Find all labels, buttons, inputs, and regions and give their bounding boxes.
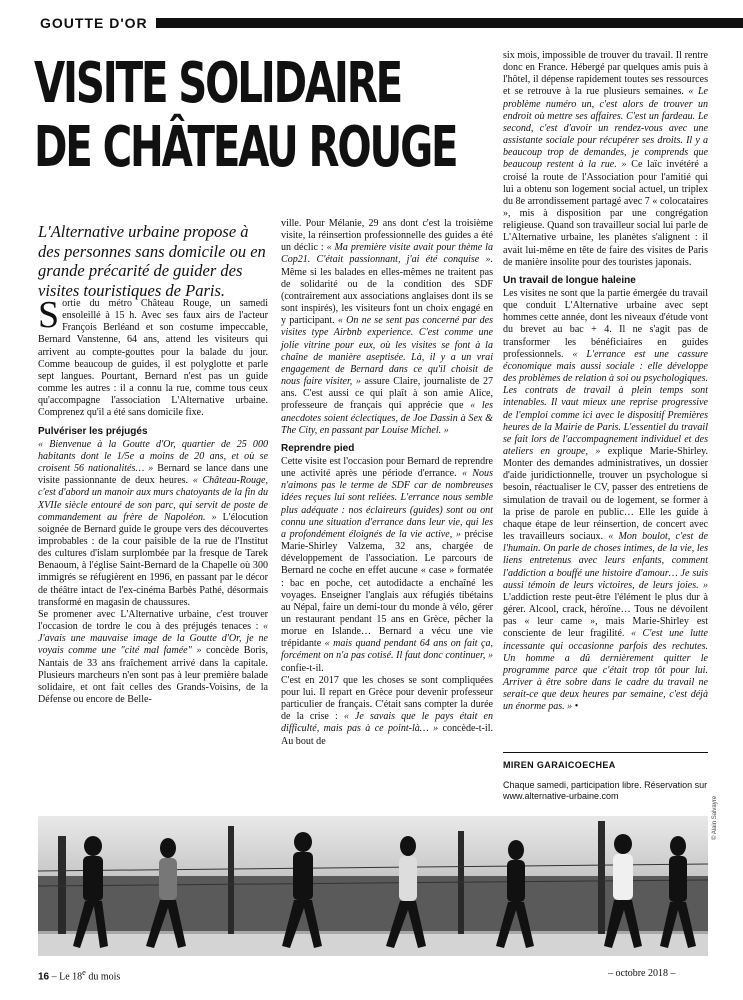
paragraph: « Bienvenue à la Goutte d'Or, quartier de 25 000 habitants dont le 1/5e a moins de 20 ans, et où se croisent 56 nationalités… » Bernard se lance dans une visite passionnante de deux heures. « Château-Rouge, c'est d'abord un manoir aux murs chatoyants de la fin du XVIIe siècle entouré de son parc, qui servit de poste de commandement au frère de Napoléon. » L'élocution soignée de Bernard guide le groupe vers des découvertes improbables : de la cour paisible de la rue de l'Institut des cultures d'islam surplombée par la fresque de Tarek Benaoum, à l'église Saint-Bernard de la Chapelle où 300 immigrés se réfugièrent en 1996, en passant par le décor de théâtre intact de l'ex-cinéma Barbès Pathé, désormais transformé en magasin de chaussures.: [38, 438, 269, 608]
headline-line-1: VISITE SOLIDAIRE: [34, 51, 402, 116]
page-footer-left: 16 – Le 18e du mois: [38, 968, 121, 983]
section-header: [0, 12, 743, 34]
column-1: [38, 294, 269, 706]
practical-info: Chaque samedi, participation libre. Réservation sur www.alternative-urbaine.com: [503, 780, 708, 801]
subheading-longue-haleine: Un travail de longue haleine: [503, 274, 636, 286]
column-3: [503, 50, 708, 713]
paragraph: Cette visite est l'occasion pour Bernard de reprendre une activité après une période d'errance. « Nous n'aimons pas le terme de SDF car de nombreuses idées reçues lui sont reliées. L'errance nous semble plus adéquate : nos éclaireurs (guides) sont ou ont connu une situation d'errance dans leur vie, qui les a profondément éloignés de la vie active, » précise Marie-Shirley Valzema, 32 ans, chargée de développement de l'association. Le parcours de Bernard ne coche en effet aucune « case » formatée : bac en poche, cet autodidacte a enchaîné les voyages. Enseigner l'anglais aux réfugiés tibétains au Népal, faire un demi-tour du monde à vélo, gérer un restaurant pendant 15 ans en Grèce, pêcher la morue en Islande… Bernard a vécu une vie trépidante « mais quand pendant 64 ans on fait ça, forcément on n'a pas cotisé. Il faut donc continuer, » confie-t-il.: [281, 455, 493, 674]
issue-date: – octobre 2018 –: [608, 968, 676, 979]
column-2: [281, 218, 493, 748]
paragraph: ville. Pour Mélanie, 29 ans dont c'est la troisième visite, la réinsertion professionnelle des guides a été un déclic : « Ma première visite avait pour thème la Cop21. C'était passionnant, j'ai été conquise ». Même si les balades en elles-mêmes ne traitent pas de solidarité ou de la condition des SDF (contrairement aux associations anglaises dont ils se sont inspirés), les visiteurs font un choix engagé en y participant. « On ne se sent pas concerné par des visites type Airbnb experience. C'est comme une jolie vitrine pour eux, où les visites se font à la chaîne de manière aseptisée. Là, il y a un vrai engagement de Bernard dans ce qu'il choisit de nous faire visiter, » assure Claire, journaliste de 27 ans. C'est aussi ce qui plaît à son amie Alice, professeure de français qui apprécie que « les anecdotes soient éclectiques, de Joe Dassin à Sex & The City, en passant par Louise Michel. »: [281, 218, 493, 436]
subheading-reprendre-pied: Reprendre pied: [281, 442, 355, 454]
intro-paragraph: Sortie du métro Château Rouge, un samedi ensoleillé à 15 h. Avec ses faux airs de l'acteur François Berléand et son costume impeccable, Bernard Vanstenne, 64 ans, attend les visiteurs qui arrivent au compte-gouttes pour la balade du jour. Comme beaucoup de guides, il est polyglotte et parle sept langues. Pourtant, Bernard n'est pas un guide comme les autres : il a connu la rue, comme tous ceux qu'accompagne l'association L'Alternative urbaine. Comprenez qu'il a été sans domicile fixe.: [38, 294, 268, 419]
paragraph: Se promener avec L'Alternative urbaine, c'est trouver l'occasion de tordre le cou à des préjugés tenaces : « J'avais une mauvaise image de la Goutte d'Or, je ne voyais comme une "cité mal famée" » concède Boris, Nantais de 33 ans fraîchement arrivé dans la capitale. Plusieurs marcheurs n'en sont pas à leur première balade solidaire, et ont fait celles des Grands-Voisins, de la Défense ou encore de Belle-: [38, 608, 268, 705]
page-number: 16: [38, 971, 50, 983]
drop-cap: S: [38, 294, 60, 336]
magazine-name: Le 18: [59, 971, 83, 983]
photo-walkers: [38, 816, 708, 956]
section-label: GOUTTE D'OR: [40, 12, 156, 34]
author-byline: MIREN GARAICOECHEA: [503, 760, 616, 770]
paragraph: Les visites ne sont que la partie émergée du travail que conduit L'Alternative urbaine avec sept hommes cette année, dont les niveaux d'étude vont du brevet au bac + 4. Il ne s'agit pas de transformer les bénéficiaires en guides professionnels. « L'errance est une cassure économique mais aussi sociale : elle développe des problèmes de relation à soi ou psychologiques. Les contrats de travail à plein temps sont intenables. Il vaut mieux une reprise progressive de l'emploi comme ici avec le dispositif Premières heures de la Mairie de Paris. L'essentiel du travail se fait lors de l'accompagnement individuel et des ateliers en groupe, » explique Marie-Shirley. Monter des demandes administratives, un dossier d'aide juridictionnelle, trouver un psychologue si besoin, réactualiser le CV, passer des entretiens de simulation de travail ou de logement, se former à la prise de parole en public… Elle les guide à chaque étape de leur réinsertion, de concert avec les travailleurs sociaux. « Mon boulot, c'est de l'humain. On parle de choses intimes, de la vie, les liens entretenus avec leurs enfants, comment l'addiction a bouffé une histoire d'amour… Je suis aussi témoin de leurs victoires, de leurs joies. » L'addiction reste peut-être l'élément le plus dur à gérer. Alcool, crack, héroïne… Tous ne dévoilent pas « leur came », mais Marie-Shirley est consciente de leur fragilité. « C'est une lutte incessante qui occasionne parfois des rechutes. Un homme a dû dernièrement quitter le programme parce que c'était trop tôt pour lui. Arriver à être sobre dans le cadre du travail ne serait-ce que deux heures par semaine, c'est déjà un énorme pas. » •: [503, 287, 708, 713]
headline-line-2: DE CHÂTEAU ROUGE: [34, 115, 457, 180]
byline-rule: [503, 752, 708, 753]
paragraph: six mois, impossible de trouver du travail. Il rentre donc en France. Hébergé par quelques amis puis à l'hôtel, il dépense rapidement toutes ses ressources et se retrouve à la rue plusieurs semaines. « Le problème numéro un, c'est alors de trouver un endroit où mettre ses affaires. C'est un fardeau. Le second, c'est d'avoir un rendez-vous avec une assistante sociale pour récupérer ses droits. Il y a beaucoup trop de demandes, je comprends que beaucoup restent à la rue. » Ce laïc invétéré a croisé la route de l'Association pour l'amitié qui lui a obtenu son logement social actuel, un triplex du 8e arrondissement partagé avec 7 « colocataires », mis à disposition par une congrégation religieuse. Quand son travailleur social lui parle de L'Alternative urbaine, les planètes s'alignent : il avait lui-même en tête de faire des visites de Paris de manière insolite pour des touristes japonais.: [503, 50, 708, 268]
photo-credit: © Alain Salvayre: [712, 795, 718, 840]
subheading-prejuges: Pulvériser les préjugés: [38, 425, 148, 437]
paragraph: C'est en 2017 que les choses se sont compliquées pour lui. Il repart en Grèce pour devenir professeur particulier de français. C'était sans compter la durée de la crise : « Je savais que le pays était en difficulté, mais pas à ce point-là… » concède-t-il. Au bout de: [281, 674, 494, 747]
article-headline: [34, 51, 457, 180]
section-rule: [130, 18, 743, 28]
article-lede: L'Alternative urbaine propose à des personnes sans domicile ou en grande précarité de guider des visites touristiques de Paris.: [38, 222, 266, 300]
